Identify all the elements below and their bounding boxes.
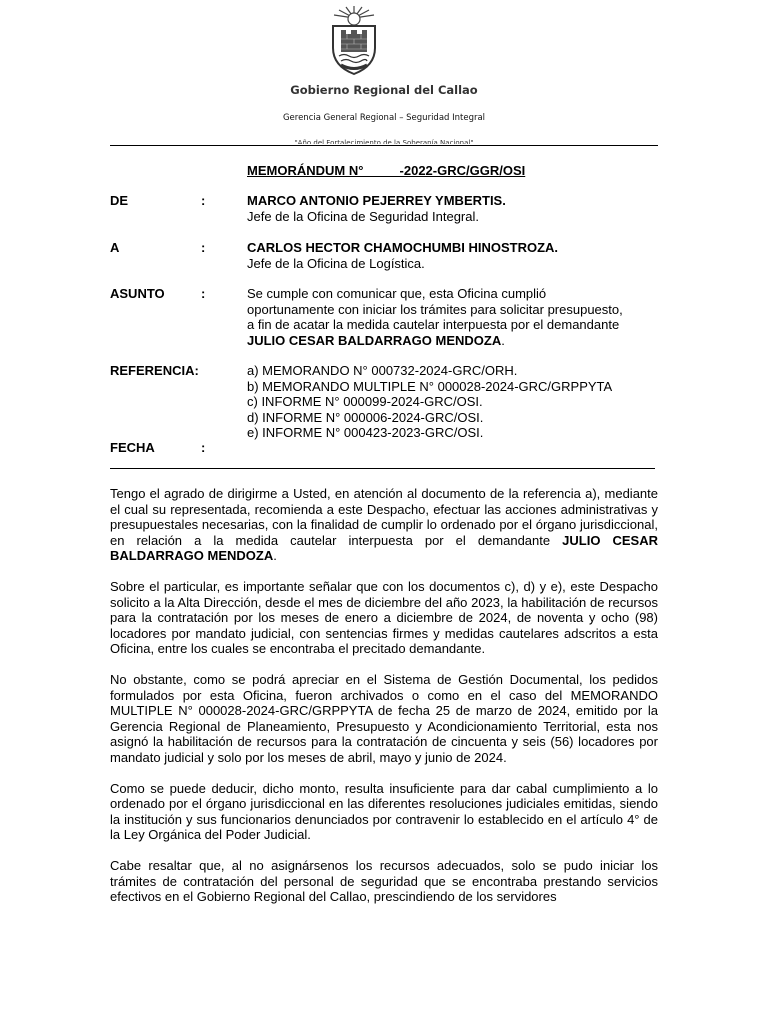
body-paragraph-2: Sobre el particular, es importante señalar que con los documentos c), d) y e), este Despacho solicito a la Alta Dirección, desde el mes de diciembre del año 2023, la habilitación de recursos para la contratación por los meses de enero a diciembre de 2024, de noventa y ocho (98) locadores por mandato judicial, con sentencias firmes y medidas cautelares adscritos a esta Oficina, entre los cuales se encontraba el precitado demandante.: [110, 579, 658, 656]
referencia-item: d) INFORME N° 000006-2024-GRC/OSI.: [247, 409, 484, 425]
referencia-label: REFERENCIA:: [110, 363, 199, 378]
a-colon: :: [201, 240, 206, 255]
a-value: [247, 240, 659, 271]
asunto-colon: :: [201, 286, 206, 301]
p1-demandante: JULIO CESAR BALDARRAGO MENDOZA: [110, 532, 658, 563]
asunto-line: oportunamente con iniciar los trámites para solicitar presupuesto,: [247, 301, 623, 317]
memo-body: [110, 486, 658, 920]
p1-text: Tengo el agrado de dirigirme a Usted, en atención al documento de la referencia a), mediante el cual su representada, recomienda a este Despacho, efectuar las acciones administrativas y presupuestales necesarias, con la finalidad de cumplir lo ordenado por el órgano jurisdiccional, en relación a la medida cautelar interpuesta por el demandante: [110, 486, 658, 548]
gerencia-subtitle: Gerencia General Regional – Seguridad Integral: [282, 113, 486, 123]
fecha-label: FECHA: [110, 440, 155, 455]
de-name: MARCO ANTONIO PEJERREY YMBERTIS.: [247, 193, 506, 208]
body-paragraph-3: No obstante, como se podrá apreciar en el Sistema de Gestión Documental, los pedidos formulados por esta Oficina, fueron archivados o como en el caso del MEMORANDO MULTIPLE N° 000028-2024-GRC/GRPPYTA de fecha 25 de marzo de 2024, emitido por la Gerencia Regional de Planeamiento, Presupuesto y Acondicionamiento Territorial, esta nos asignó la habilitación de recursos para la contratación de cincuenta y seis (56) locadores por mandato judicial y solo por los meses de abril, mayo y junio de 2024.: [110, 672, 658, 765]
referencia-item: e) INFORME N° 000423-2023-GRC/OSI.: [247, 425, 484, 440]
asunto-line: Se cumple con comunicar que, esta Oficina cumplió: [247, 286, 547, 301]
asunto-line: a fin de acatar la medida cautelar interpuesta por el demandante: [247, 317, 620, 332]
a-role: Jefe de la Oficina de Logística.: [247, 255, 425, 271]
memo-title: MEMORÁNDUM N° -2022-GRC/GGR/OSI: [247, 163, 526, 178]
regional-seal-logo: [326, 4, 382, 78]
asunto-line-last: [247, 333, 659, 349]
asunto-end: .: [501, 332, 505, 348]
a-name: CARLOS HECTOR CHAMOCHUMBI HINOSTROZA.: [247, 240, 559, 255]
section-divider: [110, 468, 655, 469]
letterhead: [0, 0, 768, 146]
asunto-label: ASUNTO: [110, 286, 165, 301]
de-value: [247, 193, 659, 224]
de-colon: :: [201, 193, 206, 208]
header-rule: [110, 145, 658, 146]
government-name: Gobierno Regional del Callao: [290, 83, 478, 97]
referencia-item: c) INFORME N° 000099-2024-GRC/OSI.: [247, 394, 483, 409]
body-paragraph-4: Como se puede deducir, dicho monto, resulta insuficiente para dar cabal cumplimiento a lo ordenado por el órgano jurisdiccional en las diferentes resoluciones judiciales emitidas, siendo la institución y sus funcionarios denunciados por contravenir lo establecido en el artículo 4° de la Ley Orgánica del Poder Judicial.: [110, 780, 658, 842]
body-paragraph-1: [110, 486, 658, 564]
referencia-list: [247, 363, 659, 441]
de-label: DE: [110, 193, 129, 208]
asunto-value: [247, 286, 659, 348]
de-role: Jefe de la Oficina de Seguridad Integral.: [247, 208, 479, 224]
referencia-item: b) MEMORANDO MULTIPLE N° 000028-2024-GRC/GRPPYTA: [247, 378, 613, 394]
a-label: A: [110, 240, 120, 255]
year-motto: "Año del Fortalecimiento de la Soberanía Nacional": [294, 139, 474, 144]
fecha-colon: :: [201, 440, 206, 455]
p1-end: .: [273, 548, 277, 563]
body-paragraph-5: Cabe resaltar que, al no asignársenos los recursos adecuados, solo se pudo iniciar los trámites de contratación del personal de seguridad que se encontraba prestando servicios efectivos en el Gobierno Regional del Callao, prescindiendo de los servidores: [110, 858, 658, 904]
referencia-item: a) MEMORANDO N° 000732-2024-GRC/ORH.: [247, 363, 518, 378]
asunto-demandante: JULIO CESAR BALDARRAGO MENDOZA: [247, 332, 502, 348]
